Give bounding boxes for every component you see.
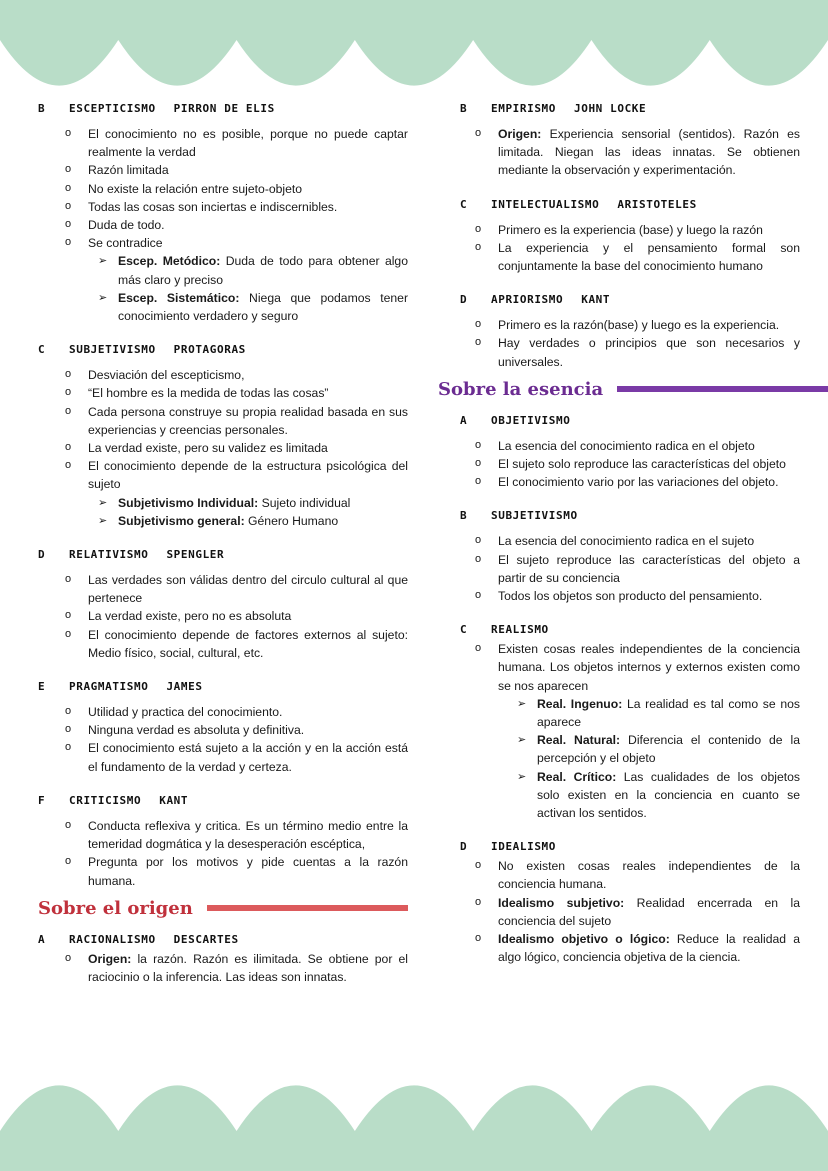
- section-heading: D RELATIVISMO SPENGLER: [38, 548, 225, 562]
- section-relativismo: [38, 548, 408, 662]
- list-item: o El conocimiento depende de la estructura psicológica del sujeto: [38, 457, 408, 493]
- section-heading: B ESCEPTICISMO PIRRON DE ELIS: [38, 102, 275, 115]
- list-item: o Idealismo objetivo o lógico: Reduce la realidad a algo lógico, conciencia objetiva de la ciencia.: [460, 930, 800, 966]
- list-item: o La verdad existe, pero no es absoluta: [38, 607, 408, 625]
- list-item: o Existen cosas reales independientes de la conciencia humana. Los objetos internos y externos existen como se nos aparecen: [460, 640, 800, 695]
- section-empirismo: [460, 102, 800, 180]
- list-item: o No existen cosas reales independientes de la conciencia humana.: [460, 857, 800, 893]
- section-subjetivismo-esencia: [460, 509, 800, 605]
- section-racionalismo: [38, 933, 408, 986]
- section-escepticismo: [38, 102, 408, 325]
- sub-list-item: ➢ Real. Crítico: Las cualidades de los objetos solo existen en la conciencia en cuanto se activan los sentidos.: [460, 768, 800, 823]
- section-subjetivismo-protagoras: [38, 343, 408, 530]
- list-item: o La esencia del conocimiento radica en el objeto: [460, 437, 800, 455]
- sub-list-item: ➢ Subjetivismo Individual: Sujeto individual: [38, 494, 408, 512]
- section-heading: F CRITICISMO KANT: [38, 793, 189, 807]
- list-item: o Ninguna verdad es absoluta y definitiva.: [38, 721, 408, 739]
- list-item: o Origen: la razón. Razón es ilimitada. Se obtiene por el raciocinio o la inferencia. Las ideas son innatas.: [38, 950, 408, 986]
- section-heading: C INTELECTUALISMO ARISTOTELES: [460, 197, 697, 211]
- section-heading: C SUBJETIVISMO PROTAGORAS: [38, 343, 246, 357]
- origin-banner: [38, 898, 408, 919]
- list-item: o Las verdades son válidas dentro del circulo cultural al que pertenece: [38, 571, 408, 607]
- bottom-scallop-border: [0, 1061, 828, 1171]
- section-heading: D APRIORISMO KANT: [460, 293, 611, 307]
- list-item: o Razón limitada: [38, 161, 408, 179]
- list-item: o La experiencia y el pensamiento formal son conjuntamente la base del conocimiento humano: [460, 239, 800, 275]
- list-item: o Origen: Experiencia sensorial (sentidos). Razón es limitada. Niegan las ideas innatas. Se obtienen mediante la observación y experimentación.: [460, 125, 800, 180]
- section-idealismo: [460, 840, 800, 966]
- list-item: o Todos los objetos son producto del pensamiento.: [460, 587, 800, 605]
- section-heading: E PRAGMATISMO JAMES: [38, 680, 203, 694]
- section-heading: B SUBJETIVISMO: [460, 509, 578, 523]
- list-item: o Utilidad y practica del conocimiento.: [38, 703, 408, 721]
- list-item: o Duda de todo.: [38, 216, 408, 234]
- list-item: o Conducta reflexiva y critica. Es un término medio entre la temeridad dogmática y la desesperación escéptica,: [38, 817, 408, 853]
- essence-banner-bar: [617, 386, 828, 392]
- section-criticismo: [38, 794, 408, 890]
- list-item: o Pregunta por los motivos y pide cuentas a la razón humana.: [38, 853, 408, 889]
- section-apriorismo: [460, 293, 800, 371]
- list-item: o La esencia del conocimiento radica en el sujeto: [460, 532, 800, 550]
- list-item: o El sujeto reproduce las características del objeto a partir de su conciencia: [460, 551, 800, 587]
- list-item: o Se contradice: [38, 234, 408, 252]
- top-scallop-border: [0, 0, 828, 110]
- section-objetivismo: [460, 414, 800, 492]
- sub-list-item: ➢ Subjetivismo general: Género Humano: [38, 512, 408, 530]
- list-item: o El conocimiento no es posible, porque no puede captar realmente la verdad: [38, 125, 408, 161]
- origin-banner-bar: [207, 905, 408, 911]
- section-heading: C REALISMO: [460, 623, 549, 637]
- list-item: o El conocimiento está sujeto a la acción y en la acción está el fundamento de la verdad y certeza.: [38, 739, 408, 775]
- list-item: o Cada persona construye su propia realidad basada en sus experiencias y creencias personales.: [38, 403, 408, 439]
- list-item: o Primero es la experiencia (base) y luego la razón: [460, 221, 800, 239]
- left-column: [38, 96, 408, 986]
- list-item: o Hay verdades o principios que son necesarios y universales.: [460, 334, 800, 370]
- section-heading: B EMPIRISMO JOHN LOCKE: [460, 102, 647, 115]
- list-item: o El conocimiento vario por las variaciones del objeto.: [460, 473, 800, 491]
- list-item: o Todas las cosas son inciertas e indiscernibles.: [38, 198, 408, 216]
- list-item: o La verdad existe, pero su validez es limitada: [38, 439, 408, 457]
- section-heading: A RACIONALISMO DESCARTES: [38, 932, 239, 946]
- list-item: o “El hombre es la medida de todas las cosas”: [38, 384, 408, 402]
- list-item: o Idealismo subjetivo: Realidad encerrada en la conciencia del sujeto: [460, 894, 800, 930]
- sub-list-item: ➢ Escep. Metódico: Duda de todo para obtener algo más claro y preciso: [38, 252, 408, 288]
- section-heading: D IDEALISMO: [460, 840, 557, 854]
- section-intelectualismo: [460, 198, 800, 276]
- right-column: [438, 96, 800, 967]
- list-item: o No existe la relación entre sujeto-objeto: [38, 180, 408, 198]
- section-realismo: [460, 623, 800, 822]
- list-item: o El sujeto solo reproduce las características del objeto: [460, 455, 800, 473]
- section-heading: A OBJETIVISMO: [460, 413, 571, 427]
- section-pragmatismo: [38, 680, 408, 776]
- essence-banner-title: Sobre la esencia: [438, 378, 604, 400]
- list-item: o El conocimiento depende de factores externos al sujeto: Medio físico, social, cultural, etc.: [38, 626, 408, 662]
- sub-list-item: ➢ Real. Natural: Diferencia el contenido de la percepción y el objeto: [460, 731, 800, 767]
- sub-list-item: ➢ Escep. Sistemático: Niega que podamos tener conocimiento verdadero y seguro: [38, 289, 408, 325]
- origin-banner-title: Sobre el origen: [38, 897, 193, 919]
- sub-list-item: ➢ Real. Ingenuo: La realidad es tal como se nos aparece: [460, 695, 800, 731]
- essence-banner: [438, 379, 828, 400]
- list-item: o Primero es la razón(base) y luego es la experiencia.: [460, 316, 800, 334]
- list-item: o Desviación del escepticismo,: [38, 366, 408, 384]
